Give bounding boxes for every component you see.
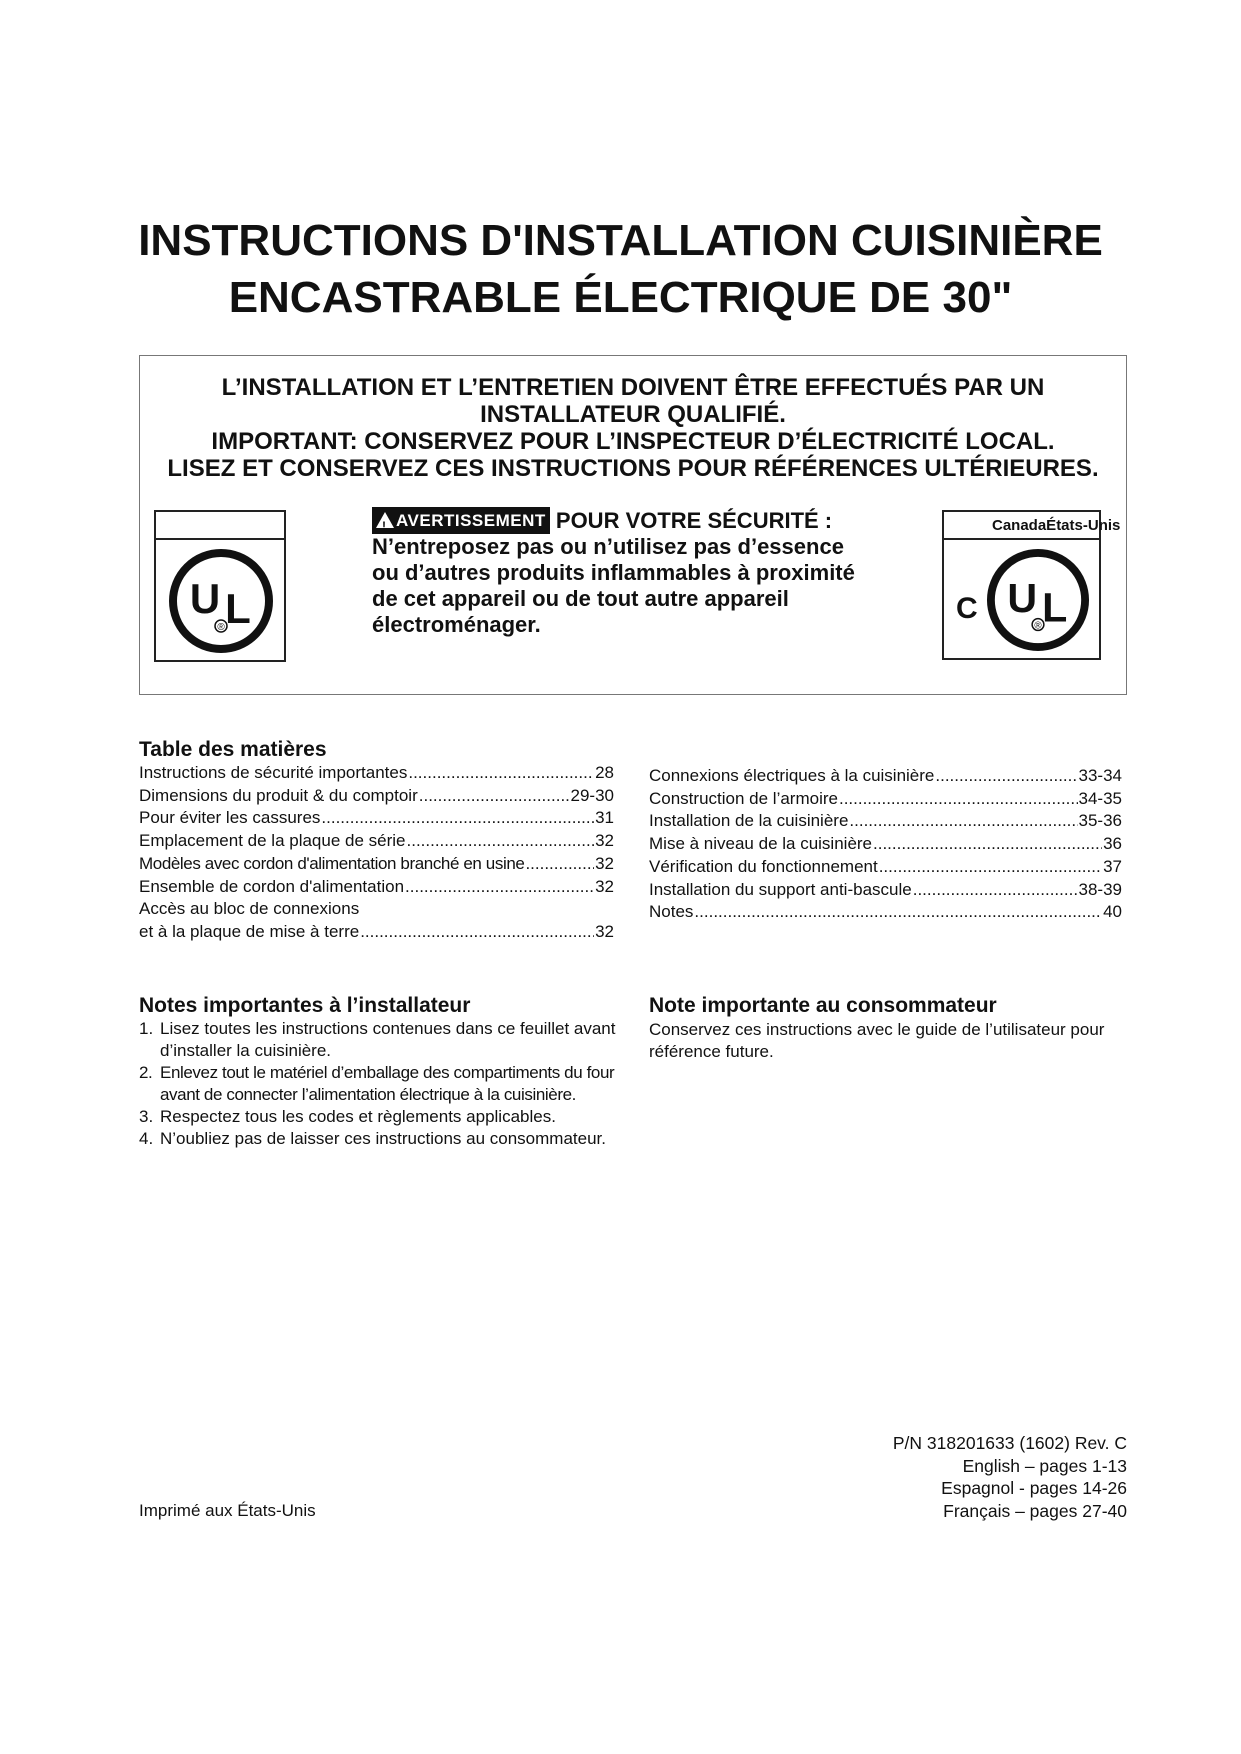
safety-line: électroménager. [372, 612, 541, 637]
toc-left-column [139, 762, 614, 944]
toc-entry-page: 29-30 [570, 785, 614, 805]
toc-entry-label: Emplacement de la plaque de série [139, 831, 406, 851]
francais-pages: Français – pages 27-40 [943, 1501, 1127, 1522]
toc-leader [873, 833, 1102, 856]
toc-entry[interactable] [649, 765, 1122, 788]
installer-note-item [139, 1106, 619, 1128]
toc-entry-label: Ensemble de cordon d'alimentation [139, 876, 405, 896]
toc-entry-label: et à la plaque de mise à terre [139, 921, 360, 941]
toc-entry-label: Installation de la cuisinière [649, 811, 849, 831]
safety-line: N’entreposez pas ou n’utilisez pas d’essence [372, 534, 844, 559]
toc-entry-page: 38-39 [1078, 879, 1122, 899]
note-text: Lisez toutes les instructions contenues dans ce feuillet avant d’installer la cuisinière. [160, 1019, 616, 1060]
cul-logo-icon [986, 548, 1090, 652]
part-number-block [700, 1432, 1127, 1523]
cul-prefix-c: C [956, 592, 978, 625]
note-number: 3. [139, 1107, 154, 1126]
toc-entry[interactable] [649, 810, 1122, 833]
page-title-line2: ENCASTRABLE ÉLECTRIQUE DE 30" [228, 273, 1013, 322]
toc-entry-page: 31 [595, 808, 614, 828]
cul-listing-mark [942, 510, 1121, 660]
toc-entry[interactable] [139, 876, 614, 899]
toc-leader [525, 853, 594, 876]
note-number: 4. [139, 1129, 154, 1148]
note-number: 1. [139, 1019, 154, 1038]
espagnol-pages: Espagnol - pages 14-26 [941, 1478, 1127, 1499]
toc-entry-label: Mise à niveau de la cuisinière [649, 834, 873, 854]
safety-heading: POUR VOTRE SÉCURITÉ : [555, 508, 833, 533]
safety-line: ou d’autres produits inflammables à proximité [372, 560, 855, 585]
avertissement-badge [372, 507, 550, 534]
toc-entry-label: Accès au bloc de connexions [139, 899, 360, 919]
toc-leader [839, 788, 1078, 811]
toc-entry-label: Connexions électriques à la cuisinière [649, 766, 935, 785]
toc-entry-page: 35-36 [1078, 811, 1122, 831]
avertissement-label: AVERTISSEMENT [396, 511, 546, 530]
note-text: Respectez tous les codes et règlements applicables. [160, 1107, 556, 1126]
printed-in: Imprimé aux États-Unis [139, 1501, 316, 1520]
toc-entry-label: Instructions de sécurité importantes [139, 763, 408, 782]
note-text: N’oubliez pas de laisser ces instructions au consommateur. [160, 1129, 606, 1148]
toc-entry-label: Vérification du fonctionnement [649, 856, 878, 876]
toc-entry-page: 33-34 [1078, 766, 1122, 785]
toc-entry-page: 32 [595, 853, 614, 873]
toc-entry[interactable] [139, 762, 614, 785]
cul-caption: CanadaÉtats-Unis [992, 517, 1121, 534]
toc-entry[interactable] [139, 785, 614, 808]
toc-entry[interactable] [139, 853, 614, 876]
safety-heading-row [372, 507, 912, 534]
note-text: Enlevez tout le matériel d’emballage des compartiments du four avant de connecter l’alimentation électrique à la cuisinière. [160, 1063, 615, 1104]
toc-entry[interactable] [139, 807, 614, 830]
toc-heading: Table des matières [139, 738, 327, 761]
warning-line-4: LISEZ ET CONSERVEZ CES INSTRUCTIONS POUR RÉFÉRENCES ULTÉRIEURES. [167, 455, 1099, 482]
consumer-note-heading: Note importante au consommateur [649, 994, 997, 1017]
toc-entry[interactable] [139, 898, 614, 921]
toc-leader [913, 879, 1078, 902]
toc-entry[interactable] [649, 856, 1122, 879]
installer-note-item [139, 1128, 619, 1150]
toc-entry[interactable] [649, 833, 1122, 856]
toc-entry[interactable] [139, 830, 614, 853]
toc-leader [849, 810, 1077, 833]
toc-leader [408, 762, 594, 785]
toc-leader [694, 901, 1102, 924]
toc-entry[interactable] [649, 901, 1122, 924]
toc-entry-label: Construction de l’armoire [649, 788, 838, 808]
toc-entry-label: Notes [649, 902, 694, 922]
page-title-line1: INSTRUCTIONS D'INSTALLATION CUISINIÈRE [138, 216, 1103, 265]
warning-line-1: L’INSTALLATION ET L’ENTRETIEN DOIVENT ÊTRE EFFECTUÉS PAR UN [221, 374, 1045, 401]
toc-entry-label: Installation du support anti-bascule [649, 879, 912, 899]
warning-line-3: IMPORTANT: CONSERVEZ POUR L’INSPECTEUR D’ÉLECTRICITÉ LOCAL. [211, 428, 1055, 455]
toc-leader [935, 765, 1077, 788]
cul-letter-u: U [1007, 574, 1038, 621]
ul-logo-icon [168, 548, 274, 654]
toc-entry-page: 32 [595, 921, 614, 941]
exclamation-mark: ! [382, 519, 387, 533]
installer-notes-heading: Notes importantes à l’installateur [139, 994, 471, 1017]
toc-entry-page: 32 [595, 876, 614, 896]
toc-leader [360, 921, 594, 944]
english-pages: English – pages 1-13 [962, 1455, 1127, 1476]
registered-mark: ® [217, 622, 225, 633]
toc-entry-page: 37 [1103, 856, 1122, 876]
toc-leader [879, 856, 1102, 879]
note-number: 2. [139, 1063, 153, 1082]
ul-listing-mark [154, 510, 286, 662]
consumer-note-text: Conservez ces instructions avec le guide de l’utilisateur pour référence future. [649, 1020, 1105, 1061]
ul-mark-band [156, 512, 284, 540]
installer-note-item [139, 1062, 619, 1106]
toc-entry-page: 36 [1103, 834, 1122, 854]
warning-line-2: INSTALLATEUR QUALIFIÉ. [480, 401, 786, 428]
ul-letter-u: U [189, 575, 221, 622]
toc-entry[interactable] [139, 921, 614, 944]
toc-entry-label: Modèles avec cordon d'alimentation branché en usine [139, 853, 525, 873]
ul-letter-l: L [1042, 584, 1068, 631]
toc-entry-label: Dimensions du produit & du comptoir [139, 785, 418, 805]
toc-entry-page: 34-35 [1078, 788, 1122, 808]
safety-message [372, 507, 912, 638]
toc-entry[interactable] [649, 788, 1122, 811]
installer-note-item [139, 1018, 619, 1062]
toc-leader [419, 785, 570, 808]
safety-line: de cet appareil ou de tout autre appareil [372, 586, 789, 611]
warning-triangle-icon [376, 512, 394, 533]
registered-mark: ® [1034, 620, 1042, 632]
installer-notes-list [139, 1018, 619, 1150]
toc-entry-label: Pour éviter les cassures [139, 808, 321, 828]
toc-entry-page: 32 [595, 831, 614, 851]
ul-letter-l: L [225, 585, 251, 632]
toc-leader [321, 807, 594, 830]
toc-entry-page: 40 [1103, 902, 1122, 922]
toc-entry-page: 28 [595, 763, 614, 782]
toc-right-column [649, 765, 1122, 924]
part-number: P/N 318201633 (1602) Rev. C [892, 1433, 1127, 1453]
toc-leader [405, 876, 594, 899]
toc-leader [407, 830, 595, 853]
toc-entry[interactable] [649, 879, 1122, 902]
